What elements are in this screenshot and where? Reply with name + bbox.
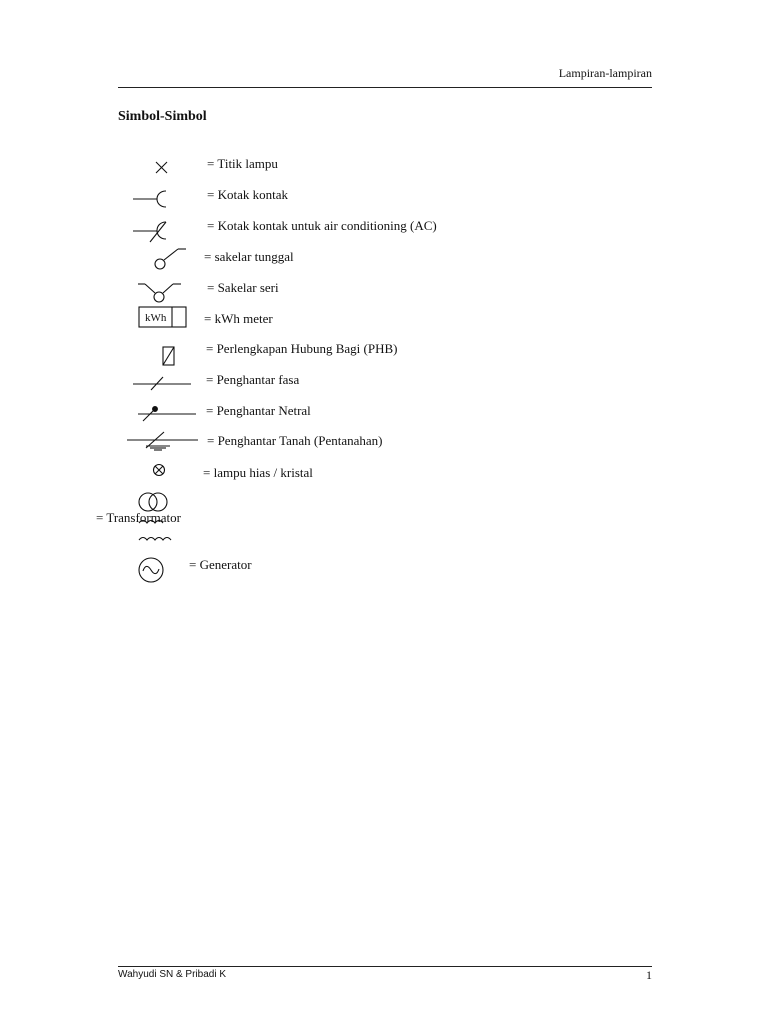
header-rule: [118, 87, 652, 88]
symbol-label-generator: = Generator: [189, 557, 252, 572]
symbol-label-sakelar-tunggal: = sakelar tunggal: [204, 249, 294, 264]
series-switch-icon: [138, 284, 181, 302]
page-number: 1: [646, 968, 652, 982]
ac-socket-outlet-icon: [133, 222, 166, 242]
kwh-meter-icon: [139, 307, 186, 327]
symbol-label-penghantar-netral: = Penghantar Netral: [206, 403, 311, 418]
symbol-label-kwh-meter: = kWh meter: [204, 311, 273, 326]
symbol-label-penghantar-fasa: = Penghantar fasa: [206, 372, 300, 387]
symbol-label-sakelar-seri: = Sakelar seri: [207, 280, 279, 295]
earth-conductor-icon: [127, 432, 198, 450]
page-header-section: Lampiran-lampiran: [558, 66, 652, 80]
footer-authors: Wahyudi SN & Pribadi K: [118, 969, 227, 980]
single-switch-icon: [155, 249, 186, 269]
symbol-label-titik-lampu: = Titik lampu: [207, 156, 278, 171]
distribution-board-icon: [163, 347, 174, 365]
kwh-meter-text: kWh: [145, 312, 167, 324]
symbol-label-penghantar-tanah: = Penghantar Tanah (Pentanahan): [207, 433, 383, 448]
neutral-conductor-icon: [138, 407, 196, 421]
symbol-label-transformator: = Transformator: [96, 510, 181, 525]
decorative-lamp-icon: [154, 465, 165, 476]
symbol-label-lampu-hias: = lampu hias / kristal: [203, 465, 313, 480]
symbol-label-kotak-kontak: = Kotak kontak: [207, 187, 288, 202]
section-title: Simbol-Simbol: [118, 109, 207, 124]
footer-rule: [118, 966, 652, 967]
generator-icon: [139, 558, 163, 582]
socket-outlet-icon: [133, 191, 166, 207]
lamp-point-icon: [156, 162, 167, 173]
symbol-label-phb: = Perlengkapan Hubung Bagi (PHB): [206, 341, 398, 356]
phase-conductor-icon: [133, 377, 191, 390]
symbol-label-kotak-kontak-ac: = Kotak kontak untuk air conditioning (AC): [207, 218, 437, 233]
